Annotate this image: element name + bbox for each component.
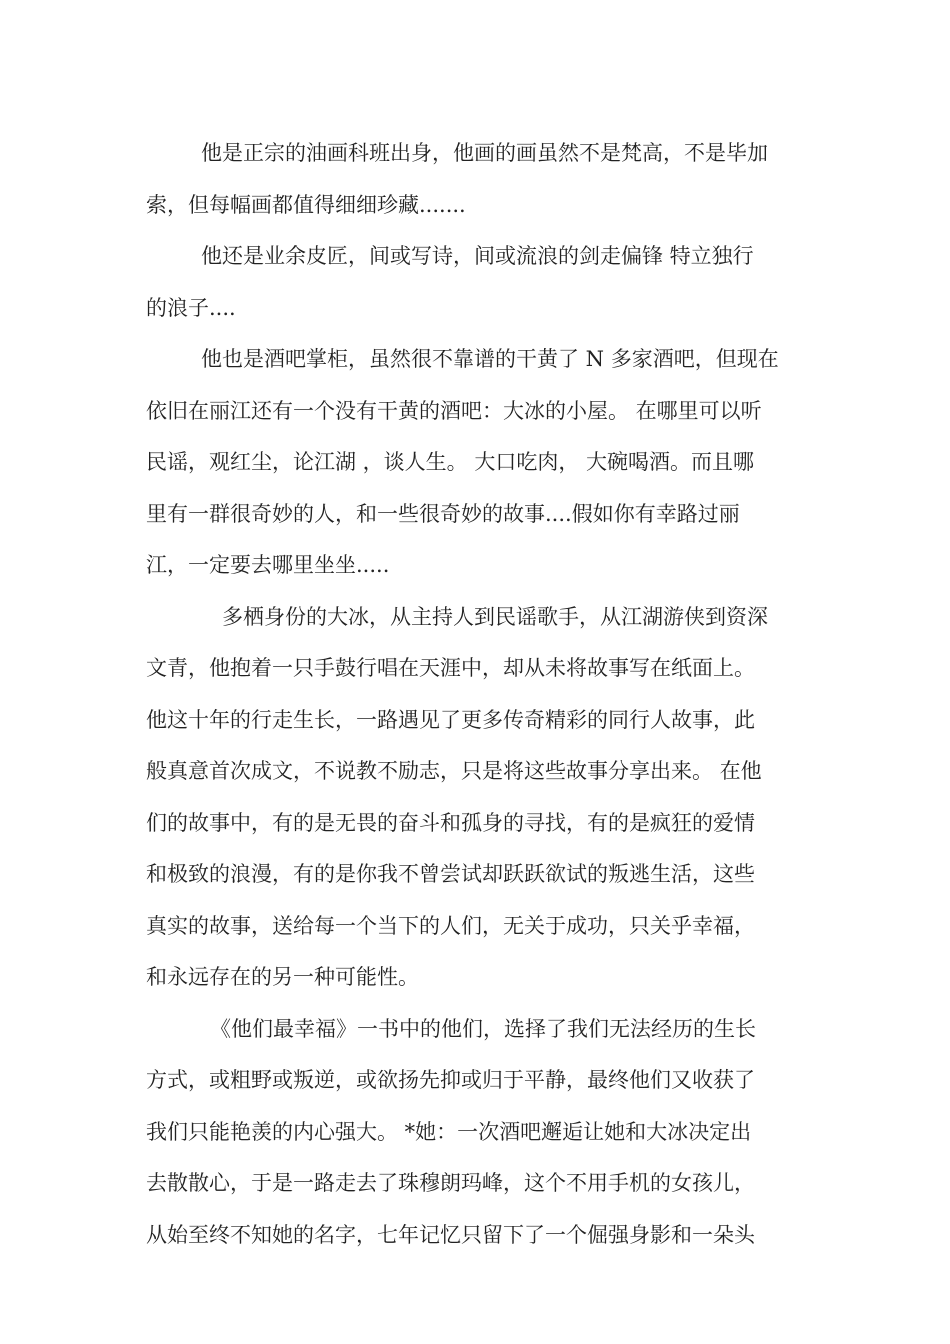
text-line: 他也是酒吧掌柜，虽然很不靠谱的干黄了 N 多家酒吧，但现在 — [201, 347, 779, 371]
text-line: 他这十年的行走生长，一路遇见了更多传奇精彩的同行人故事，此 — [146, 707, 755, 732]
text-line: 索，但每幅画都值得细细珍藏....... — [146, 192, 466, 217]
text-line: 真实的故事，送给每一个当下的人们，无关于成功，只关乎幸福， — [146, 913, 755, 938]
text-line: 方式，或粗野或叛逆，或欲扬先抑或归于平静，最终他们又收获了 — [146, 1068, 755, 1092]
text-line: 他是正宗的油画科班出身，他画的画虽然不是梵高，不是毕加 — [201, 141, 768, 165]
text-line: 多栖身份的大冰，从主持人到民谣歌手，从江湖游侠到资深 — [222, 604, 768, 629]
text-line: 江，一定要去哪里坐坐..... — [146, 553, 390, 577]
text-line: 从始至终不知她的名字，七年记忆只留下了一个倔强身影和一朵头 — [146, 1222, 755, 1247]
text-line: 他还是业余皮匠，间或写诗，间或流浪的剑走偏锋 特立独行 — [201, 244, 754, 268]
text-line: 《他们最幸福》一书中的他们，选择了我们无法经历的生长 — [210, 1016, 756, 1041]
text-line: 里有一群很奇妙的人，和一些很奇妙的故事....假如你有幸路过丽 — [146, 501, 740, 526]
text-line: 们的故事中，有的是无畏的奋斗和孤身的寻找，有的是疯狂的爱情 — [146, 810, 755, 835]
text-line: 般真意首次成文，不说教不励志，只是将这些故事分享出来。 在他 — [146, 759, 762, 783]
text-line: 民谣，观红尘，论江湖 ，谈人生。 大口吃肉， 大碗喝酒。而且哪 — [146, 450, 755, 474]
text-line: 和永远存在的另一种可能性。 — [146, 965, 419, 989]
text-line: 去散散心，于是一路走去了珠穆朗玛峰，这个不用手机的女孩儿， — [146, 1171, 755, 1195]
body-text — [146, 128, 806, 1261]
text-line: 文青，他抱着一只手鼓行唱在天涯中，却从未将故事写在纸面上。 — [146, 656, 755, 680]
text-line: 我们只能艳羡的内心强大。 *她：一次酒吧邂逅让她和大冰决定出 — [146, 1119, 752, 1144]
text-line: 的浪子.... — [146, 295, 236, 320]
text-line: 和极致的浪漫，有的是你我不曾尝试却跃跃欲试的叛逃生活，这些 — [146, 862, 755, 886]
text-line: 依旧在丽江还有一个没有干黄的酒吧：大冰的小屋。 在哪里可以听 — [146, 398, 762, 423]
